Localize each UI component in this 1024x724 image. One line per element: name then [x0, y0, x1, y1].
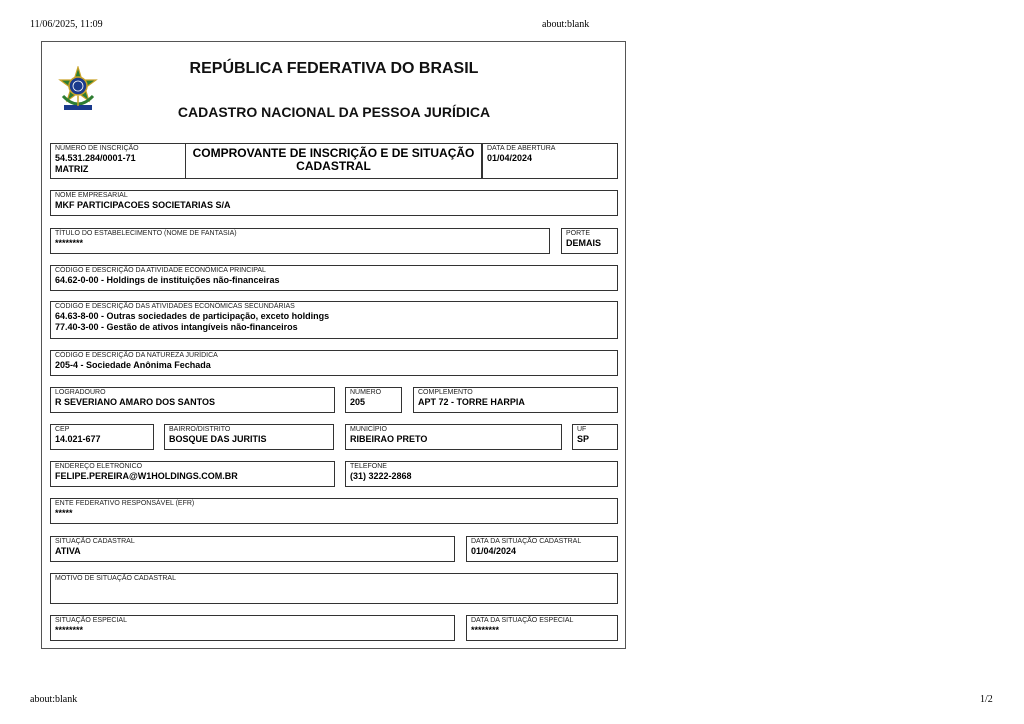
data-situacao-especial-label: DATA DA SITUAÇÃO ESPECIAL [471, 617, 574, 624]
uf-label: UF [577, 426, 587, 433]
email-value: FELIPE.PEREIRA@W1HOLDINGS.COM.BR [55, 471, 238, 481]
telefone-box [345, 461, 618, 487]
print-url: about:blank [542, 19, 590, 30]
logradouro-label: LOGRADOURO [55, 389, 106, 396]
fantasia-label: TÍTULO DO ESTABELECIMENTO (NOME DE FANTASIA) [55, 230, 237, 237]
efr-label: ENTE FEDERATIVO RESPONSÁVEL (EFR) [55, 500, 195, 507]
porte-value: DEMAIS [566, 238, 602, 248]
inscricao-number: 54.531.284/0001-71 [55, 153, 136, 163]
bairro-box [164, 424, 334, 450]
cep-box [50, 424, 154, 450]
data-situacao-label: DATA DA SITUAÇÃO CADASTRAL [471, 538, 582, 545]
fantasia-box [50, 228, 550, 254]
atividade-principal-box [50, 265, 618, 291]
page-title: REPÚBLICA FEDERATIVA DO BRASIL [189, 60, 479, 77]
telefone-value: (31) 3222-2868 [350, 471, 412, 481]
telefone-label: TELEFONE [350, 463, 387, 470]
data-situacao-especial-box [466, 615, 618, 641]
atividade-principal-label: CÓDIGO E DESCRIÇÃO DA ATIVIDADE ECONÔMICA PRINCIPAL [55, 267, 266, 274]
numero-label: NÚMERO [350, 389, 382, 396]
abertura-label: DATA DE ABERTURA [487, 145, 556, 152]
situacao-especial-label: SITUAÇÃO ESPECIAL [55, 617, 127, 624]
efr-box [50, 498, 618, 524]
page-subtitle: CADASTRO NACIONAL DA PESSOA JURÍDICA [177, 104, 491, 120]
numero-value: 205 [350, 397, 366, 407]
complemento-value: APT 72 - TORRE HARPIA [418, 397, 525, 407]
natureza-juridica-box [50, 350, 618, 376]
comprovante-title-line1: COMPROVANTE DE INSCRIÇÃO E DE SITUAÇÃO [192, 146, 475, 160]
bairro-label: BAIRRO/DISTRITO [169, 426, 231, 433]
municipio-box [345, 424, 562, 450]
abertura-value: 01/04/2024 [487, 153, 533, 163]
nome-empresarial-label: NOME EMPRESARIAL [55, 192, 128, 199]
natureza-juridica-value: 205-4 - Sociedade Anônima Fechada [55, 360, 211, 370]
situacao-especial-value: ******** [55, 625, 84, 635]
atividade-principal-value: 64.62-0-00 - Holdings de instituições não-financeiras [55, 275, 280, 285]
natureza-juridica-label: CÓDIGO E DESCRIÇÃO DA NATUREZA JURÍDICA [55, 352, 218, 359]
municipio-value: RIBEIRAO PRETO [350, 434, 428, 444]
nome-empresarial-value: MKF PARTICIPACOES SOCIETARIAS S/A [55, 200, 231, 210]
efr-value: ***** [55, 508, 73, 518]
municipio-label: MUNICÍPIO [350, 426, 387, 433]
logradouro-value: R SEVERIANO AMARO DOS SANTOS [55, 397, 216, 407]
porte-label: PORTE [566, 230, 590, 237]
data-situacao-especial-value: ******** [471, 625, 500, 635]
inscricao-type: MATRIZ [55, 164, 89, 174]
email-label: ENDEREÇO ELETRÔNICO [55, 463, 143, 470]
brazil-coat-of-arms-icon [57, 66, 99, 114]
situacao-especial-box [50, 615, 455, 641]
situacao-label: SITUAÇÃO CADASTRAL [55, 538, 135, 545]
atividades-secundarias-label: CÓDIGO E DESCRIÇÃO DAS ATIVIDADES ECONÔMICAS SECUNDÁRIAS [55, 303, 295, 310]
atividades-secundarias-box [50, 301, 618, 339]
nome-empresarial-box [50, 190, 618, 216]
motivo-label: MOTIVO DE SITUAÇÃO CADASTRAL [55, 575, 176, 582]
numero-box [345, 387, 402, 413]
footer-url: about:blank [30, 694, 78, 705]
motivo-box [50, 573, 618, 604]
bairro-value: BOSQUE DAS JURITIS [169, 434, 267, 444]
cep-value: 14.021-677 [55, 434, 101, 444]
porte-box [561, 228, 618, 254]
data-situacao-value: 01/04/2024 [471, 546, 517, 556]
complemento-box [413, 387, 618, 413]
uf-box [572, 424, 618, 450]
complemento-label: COMPLEMENTO [418, 389, 473, 396]
logradouro-box [50, 387, 335, 413]
comprovante-box [185, 143, 482, 179]
atividade-secundaria-item: 77.40-3-00 - Gestão de ativos intangíveis não-financeiros [55, 322, 298, 332]
inscricao-label: NÚMERO DE INSCRIÇÃO [55, 145, 139, 152]
inscricao-box [50, 143, 186, 179]
situacao-box [50, 536, 455, 562]
comprovante-title-line2: CADASTRAL [296, 159, 371, 173]
data-situacao-box [466, 536, 618, 562]
abertura-box [482, 143, 618, 179]
footer-page-number: 1/2 [980, 694, 993, 705]
cep-label: CEP [55, 426, 70, 433]
email-box [50, 461, 335, 487]
uf-value: SP [577, 434, 590, 444]
fantasia-value: ******** [55, 238, 84, 248]
atividade-secundaria-item: 64.63-8-00 - Outras sociedades de participação, exceto holdings [55, 311, 330, 321]
situacao-value: ATIVA [55, 546, 81, 556]
print-datetime: 11/06/2025, 11:09 [30, 19, 103, 30]
